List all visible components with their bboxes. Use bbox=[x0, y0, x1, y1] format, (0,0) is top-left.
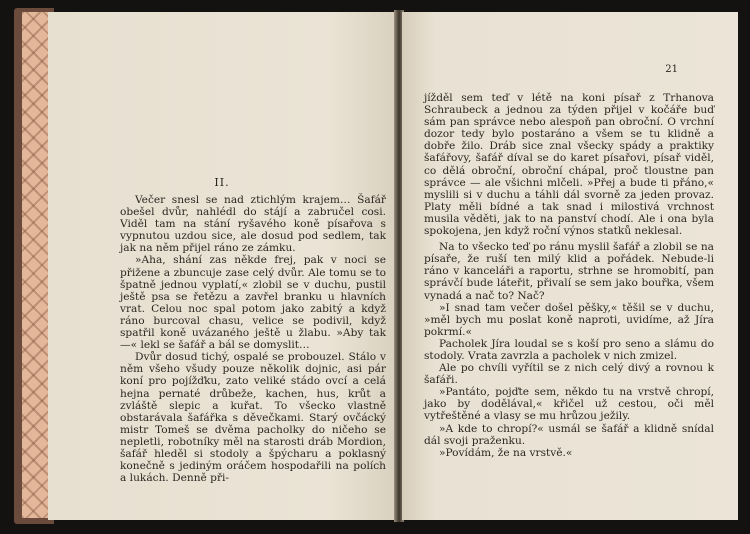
paragraph: Pacholek Jíra loudal se s koší pro seno a slámu do stodoly. Vrata zavrzla a pacholek v nich zmizel. bbox=[424, 337, 714, 362]
paragraph: »Povídám, že na vrstvě.« bbox=[439, 446, 573, 459]
right-page bbox=[402, 12, 738, 520]
paragraph: Ale po chvíli vyřítil se z nich celý divý a rovnou k šafáři. bbox=[424, 362, 714, 387]
paragraph: »A kde to chropí?« usmál se šafář a klidně snídal dál svoji praženku. bbox=[424, 422, 714, 447]
decorative-endpaper bbox=[22, 12, 50, 518]
left-page bbox=[48, 12, 396, 520]
paragraph: »Aha, shání zas někde frej, pak v noci se přižene a zbuncuje zase celý dvůr. Ale tomu se to špatně jednou vyplatí,« zlobil se v duchu, pustil ještě psa se řetězu a zavřel branku u hlavních vrat. Celou noc spal potom jako zabitý a když ráno burcoval chasu, velice se podivil, když spatřil koně uvázaného ještě u žlabu. »Aby tak —« lekl se šafář a bál se domyslit… bbox=[120, 254, 386, 352]
paragraph: Dvůr dosud tichý, ospalé se probouzel. Stálo v něm všeho všudy pouze několik dojnic, asi pár koní pro pojížďku, zato veliké stádo ovcí a celá hejna pernaté drůbeže, kachen, hus, krůt a zvláště slepic a kuřat. To všecko vlastně obstarávala šafářka s děvečkami. Starý ovčácký mistr Tomeš se dvěma pacholky do ničeho se nepletli, robotníky měl na starosti dráb Mordion, šafář hleděl si stodoly a špýcharu a poklasný konečně s jediným oráčem hospodařili na polích a lukách. Denně při- bbox=[120, 351, 386, 485]
right-page-text bbox=[424, 92, 714, 459]
chapter-numeral: II. bbox=[214, 176, 230, 189]
paragraph: Na to všecko teď po ránu myslil šafář a zlobil se na písaře, že ruší ten milý klid a pořádek. Nebude-li ráno v kanceláři a raportu, strhne se hromobití, pan správčí bude láteřit, přivalí se sem jako bouřka, všem vynadá a nač to? Nač? bbox=[424, 241, 714, 302]
paragraph: »Pantáto, pojďte sem, někdo tu na vrstvě chropí, jako by dodělával,« křičel už cestou, oči měl vytřeštěné a vlasy se mu hrůzou ježily. bbox=[424, 386, 714, 423]
page-number: 21 bbox=[665, 64, 678, 75]
paragraph: Večer snesl se nad ztichlým krajem… Šafář obešel dvůr, nahlédl do stájí a zabručel cosi. Viděl tam na stání ryšavého koně písařova s vypnutou uzdou sice, ale dosud pod sedlem, tak jak na něm přijel ráno ze zámku. bbox=[120, 194, 386, 255]
paragraph: »I snad tam večer došel pěšky,« těšil se v duchu, »měl bych mu poslat koně naproti, uvidíme, až Jíra pokrmí.« bbox=[424, 301, 714, 338]
left-page-text bbox=[120, 194, 386, 484]
paragraph: jížděl sem teď v létě na koni písař z Trhanova Schraubeck a jednou za týden přijel v kočáře buď sám pan správce nebo alespoň pan obroční. O vrchní dozor tedy bylo postaráno a všem se tu klidně a dobře žilo. Dráb sice znal všecky spády a praktiky šafářovy, šafář díval se do karet písařovi, písař viděl, co dělá obroční, obroční chápal, proč tloustne pan správce — ale všichni mlčeli. »Přej a bude ti přáno,« myslili si v duchu a táhli dál svorně za jeden provaz. Platy měli bídné a tak snad i milostivá vrchnost musila věděti, jak to na panství chodí. Ale i ona byla spokojena, jen když roční výnos statků neklesal. bbox=[424, 92, 714, 238]
